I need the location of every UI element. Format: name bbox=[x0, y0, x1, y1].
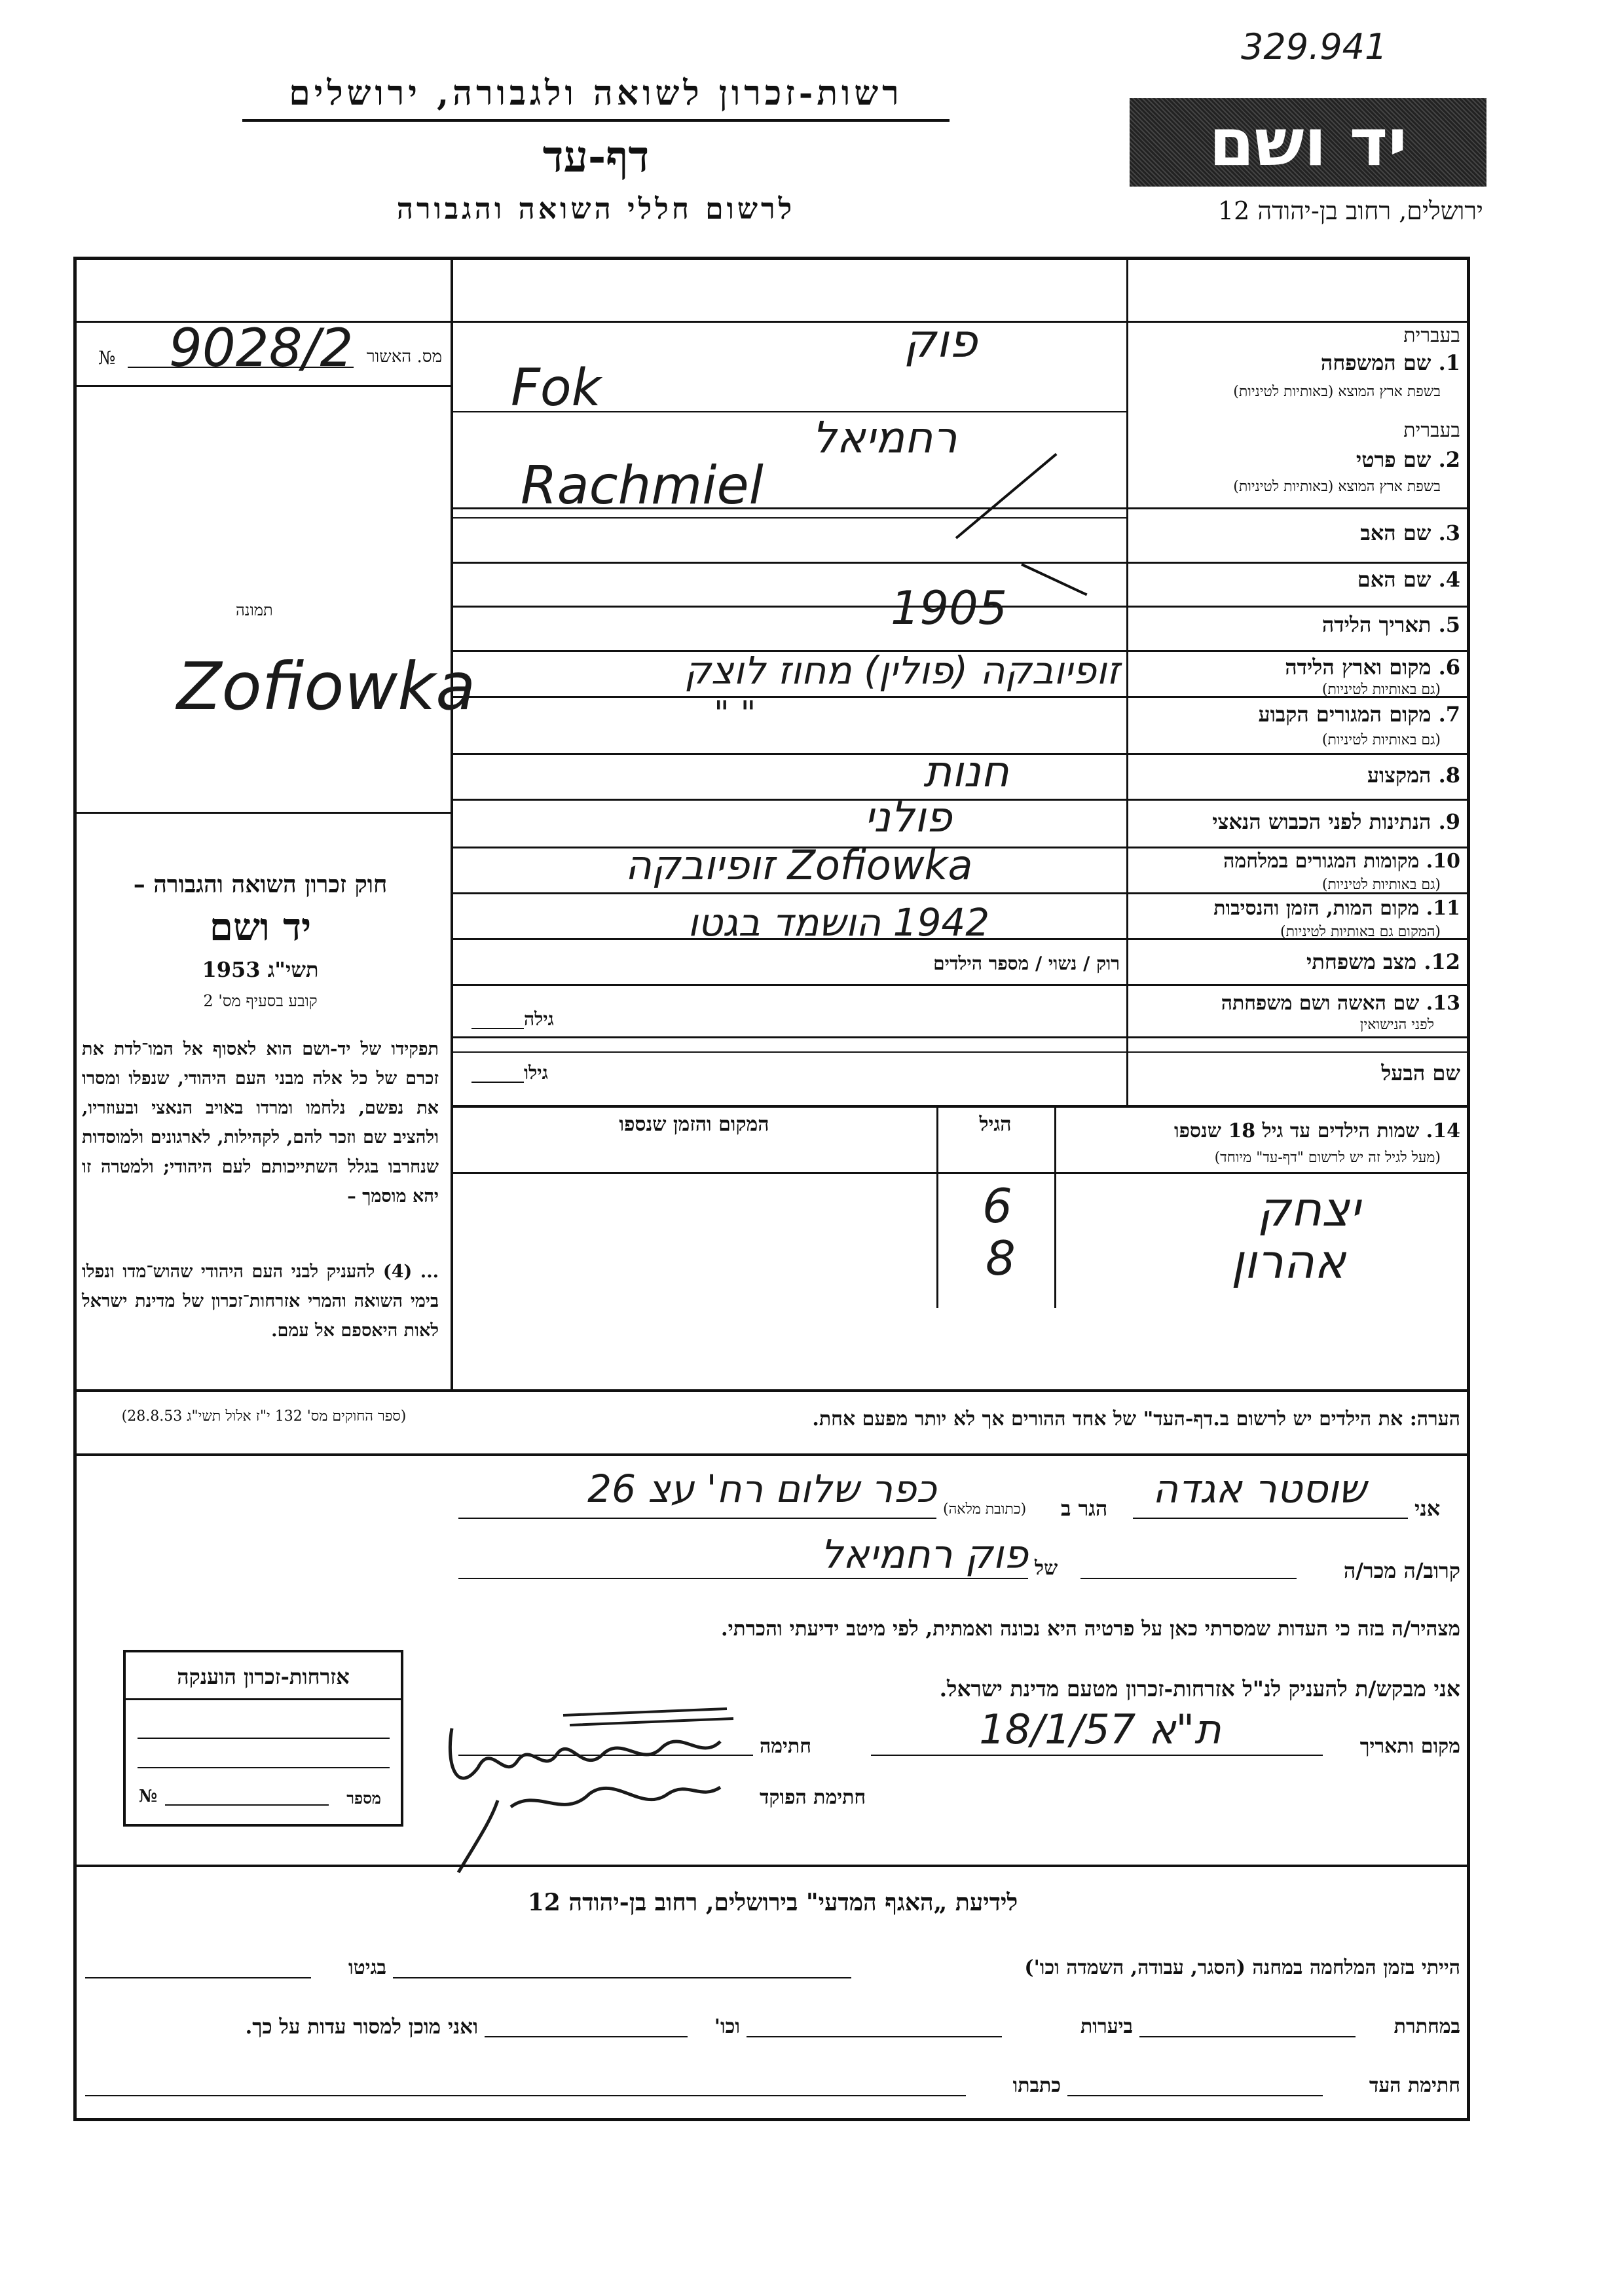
field-6-label bbox=[1133, 655, 1460, 680]
field-1-text: שם המשפחה bbox=[1320, 350, 1431, 375]
address: ירושלים, רחוב בן-יהודה 12 bbox=[1217, 196, 1483, 225]
husband-label: שם הבעל bbox=[1381, 1061, 1460, 1085]
relative-of: פוק רחמיאל bbox=[821, 1532, 1028, 1578]
field-2-num: 2. bbox=[1438, 447, 1460, 472]
declarant-name: שוסטר אגדה bbox=[1153, 1467, 1367, 1512]
field-7-text: מקום המגורים הקבוע bbox=[1258, 702, 1431, 727]
field-3-text: שם האב bbox=[1360, 520, 1431, 545]
field-13-num: 13. bbox=[1426, 992, 1460, 1015]
field-3-num: 3. bbox=[1438, 520, 1460, 545]
law-title: חוק זכרון השואה והגבורה – bbox=[133, 871, 388, 898]
field-3-label bbox=[1133, 520, 1460, 545]
wartime-residence: Zofiowka זופיובקה bbox=[625, 841, 973, 889]
field-10-num: 10. bbox=[1426, 850, 1460, 873]
children-label bbox=[1061, 1120, 1460, 1142]
photo-handwriting: Zofiowka bbox=[177, 648, 476, 725]
relative-label: קרוב/ה מכר/ה bbox=[1343, 1558, 1460, 1583]
confirmation-no-sign: № bbox=[98, 347, 116, 369]
law-reference: (ספר החוקים מס' 132 י"ז אלול תשי"ג 28.8.53) bbox=[121, 1408, 407, 1425]
field-12-label bbox=[1133, 949, 1460, 974]
stamp-box-title: אזרחות-זכרון הוענקה bbox=[126, 1652, 401, 1700]
of-label: של bbox=[1035, 1557, 1058, 1580]
law-text: תפקידו של יד-ושם הוא לאסוף אל המו־לדת את זכרם של כל אלה מבני העם היהודי, שנפלו ומסרו את נפשם, נלחמו ומרדו באויב הנאצי ובעוזריו, ולהציב שם וזכר להם, לקהילות, לארגונים ולמוסדות שנחרבו בגלל השתייכותם לעם היהודי; ולמטרה זו יהא מוסמך – bbox=[82, 1039, 439, 1207]
field-2-pre: בעברית bbox=[1403, 419, 1460, 442]
field-11-num: 11. bbox=[1426, 897, 1460, 920]
field-13-wife-age: גילה bbox=[524, 1008, 554, 1030]
field-9-label bbox=[1133, 809, 1460, 834]
surname-hebrew: פוק bbox=[904, 314, 978, 368]
birthplace: זופיובקה (פולין) מחוז לוצק bbox=[684, 648, 1120, 693]
institution-name: רשות-זכרון לשואה ולגבורה, ירושלים bbox=[289, 73, 903, 113]
footer-line1-a: הייתי בזמן המלחמה במחנה (הסגר, עבודה, השמדה וכו') bbox=[1024, 1956, 1460, 1979]
residence: " " bbox=[714, 694, 756, 733]
husband-age: גילו bbox=[524, 1062, 548, 1084]
declarant-signature bbox=[432, 1689, 747, 1879]
photo-label: תמונה bbox=[236, 601, 273, 619]
declarant-i-label: אני bbox=[1414, 1496, 1441, 1521]
field-4-label bbox=[1133, 567, 1460, 592]
logo-text: יד ושם bbox=[1209, 104, 1407, 181]
note: הערה: את הילדים יש לרשום ב.דף-העד" של אחד ההורים אך לא יותר מפעם אחת. bbox=[812, 1408, 1460, 1430]
field-6-text: מקום וארץ הלידה bbox=[1285, 655, 1431, 680]
field-11-label bbox=[1133, 897, 1460, 920]
birth-date: 1905 bbox=[891, 581, 1008, 635]
children-num: 14. bbox=[1426, 1120, 1460, 1142]
field-7-label bbox=[1133, 702, 1460, 727]
law-year: תשי"ג 1953 bbox=[202, 957, 319, 982]
field-12-options: רוק / נשוי / מספר הילדים bbox=[933, 953, 1120, 974]
citizenship: פולני bbox=[864, 793, 952, 842]
footer-line3-a: חתימת העד bbox=[1369, 2074, 1460, 2097]
footer-line2-d: ואני מוכן למסור עדות על כך. bbox=[245, 2015, 478, 2039]
surname-latin: Fok bbox=[511, 359, 601, 418]
field-2-sub: בשפת ארץ המוצא (באותיות לטיניות) bbox=[1233, 479, 1441, 495]
stamp-box-no-sign: № bbox=[139, 1787, 158, 1806]
field-8-num: 8. bbox=[1438, 763, 1460, 788]
children-age-header: הגיל bbox=[979, 1113, 1012, 1136]
stamp-box-number-label: מספר bbox=[346, 1789, 381, 1808]
law-name: יד ושם bbox=[209, 905, 312, 949]
child-1-age: 6 bbox=[982, 1178, 1012, 1233]
request-text: אני מבקש/ת להעניק לנ"ל אזרחות-זכרון מטעם מדינת ישראל. bbox=[939, 1676, 1460, 1702]
children-sub: (מעל לגיל זה יש לרשום "דף-עד" מיוחד) bbox=[1214, 1150, 1441, 1166]
field-12-num: 12. bbox=[1424, 949, 1460, 974]
declaration-text: מצהיר/ה בזה כי העדות שמסרתי כאן על פרטיה היא נכונה ואמתית, לפי מיטב ידיעתי והכרתי. bbox=[720, 1617, 1460, 1641]
firstname-hebrew: רחמיאל bbox=[812, 412, 957, 463]
field-9-num: 9. bbox=[1438, 809, 1460, 834]
confirmation-number: 9028/2 bbox=[169, 318, 354, 378]
confirmation-label: מס. האשור bbox=[366, 347, 442, 367]
place-date: ת"א 18/1/57 bbox=[979, 1705, 1221, 1753]
field-4-text: שם האם bbox=[1357, 567, 1431, 592]
address-hint: (כתובת מלאה) bbox=[943, 1501, 1027, 1518]
children-text: שמות הילדים עד גיל 18 שנספו bbox=[1173, 1120, 1420, 1142]
field-12-text: מצב משפחתי bbox=[1306, 949, 1417, 974]
law-text-2: ... (4) להעניק לבני העם היהודי שהוש־מדו ונפלו בימי השואה והמרי אזרחות־זכרון של מדינת ישראל לאות היאספם אל עמם. bbox=[82, 1262, 439, 1341]
firstname-latin: Rachmiel bbox=[521, 455, 764, 516]
footer-info-line: לידיעת „האגף המדעי" בירושלים, רחוב בן-יהודה 12 bbox=[527, 1889, 1018, 1916]
field-10-text: מקומות המגורים במלחמה bbox=[1223, 850, 1420, 873]
field-6-num: 6. bbox=[1438, 655, 1460, 680]
field-1-label bbox=[1133, 350, 1460, 375]
footer-line2-c: וכו' bbox=[714, 2015, 740, 2038]
field-11-text: מקום המות, הזמן והנסיבות bbox=[1213, 897, 1420, 920]
footer-line1-b: בגיטו bbox=[348, 1956, 386, 1979]
resides-label: הגר ב bbox=[1061, 1496, 1108, 1521]
field-4-num: 4. bbox=[1438, 567, 1460, 592]
field-5-num: 5. bbox=[1438, 612, 1460, 637]
form-subtitle: לרשום חללי השואה והגבורה bbox=[396, 192, 796, 226]
field-1-num: 1. bbox=[1438, 350, 1460, 375]
field-8-text: המקצוע bbox=[1367, 763, 1431, 788]
form-title: דף-עד bbox=[542, 131, 650, 182]
header-rule bbox=[242, 119, 950, 122]
field-7-num: 7. bbox=[1438, 702, 1460, 727]
profession: חנות bbox=[923, 746, 1009, 797]
field-10-sub: (גם באותיות לטיניות) bbox=[1321, 877, 1441, 893]
field-11-sub: (המקום גם באותיות לטיניות) bbox=[1280, 924, 1441, 940]
field-10-label bbox=[1133, 850, 1460, 873]
field-6-sub: (גם באותיות לטיניות) bbox=[1321, 682, 1441, 698]
field-2-text: שם פרטי bbox=[1356, 447, 1431, 472]
field-1-pre: בעברית bbox=[1403, 324, 1460, 347]
children-place-header: המקום והזמן שנספו bbox=[619, 1113, 769, 1136]
footer-line2-b: ביערות bbox=[1080, 2015, 1133, 2038]
place-of-death: 1942 הושמד בגטו bbox=[688, 900, 990, 945]
field-1-sub: בשפת ארץ המוצא (באותיות לטיניות) bbox=[1233, 384, 1441, 400]
declarant-address: כפר שלום רח' עצ 26 bbox=[587, 1467, 936, 1511]
footer-line3-b: כתבתו bbox=[1012, 2074, 1061, 2097]
field-7-sub: (גם באותיות לטיניות) bbox=[1321, 732, 1441, 748]
field-13-label bbox=[1133, 992, 1460, 1015]
memorial-citizenship-box bbox=[123, 1650, 403, 1827]
field-9-text: הנתינות לפני הכבוש הנאצי bbox=[1212, 809, 1431, 834]
archive-number: 329.941 bbox=[1241, 26, 1388, 67]
child-1-name: יצחק bbox=[1257, 1182, 1360, 1237]
field-2-label bbox=[1133, 447, 1460, 472]
field-13-sub: לפני הנישואין bbox=[1359, 1017, 1434, 1033]
official-signature-label: חתימת הפוקד bbox=[760, 1786, 866, 1809]
field-5-label bbox=[1133, 612, 1460, 637]
place-date-label: מקום ותאריך bbox=[1359, 1735, 1460, 1758]
child-2-age: 8 bbox=[986, 1231, 1016, 1286]
signature-label: חתימה bbox=[760, 1735, 811, 1758]
footer-line2-a: במחתרת bbox=[1393, 2015, 1460, 2038]
field-5-text: תאריך הלידה bbox=[1321, 612, 1431, 637]
field-13-text: שם האשה ושם משפחתה bbox=[1221, 992, 1420, 1015]
field-8-label bbox=[1133, 763, 1460, 788]
child-2-name: אהרון bbox=[1231, 1234, 1346, 1289]
law-section: קובע בסעיף מס' 2 bbox=[203, 992, 318, 1010]
yad-vashem-logo bbox=[1130, 98, 1486, 187]
